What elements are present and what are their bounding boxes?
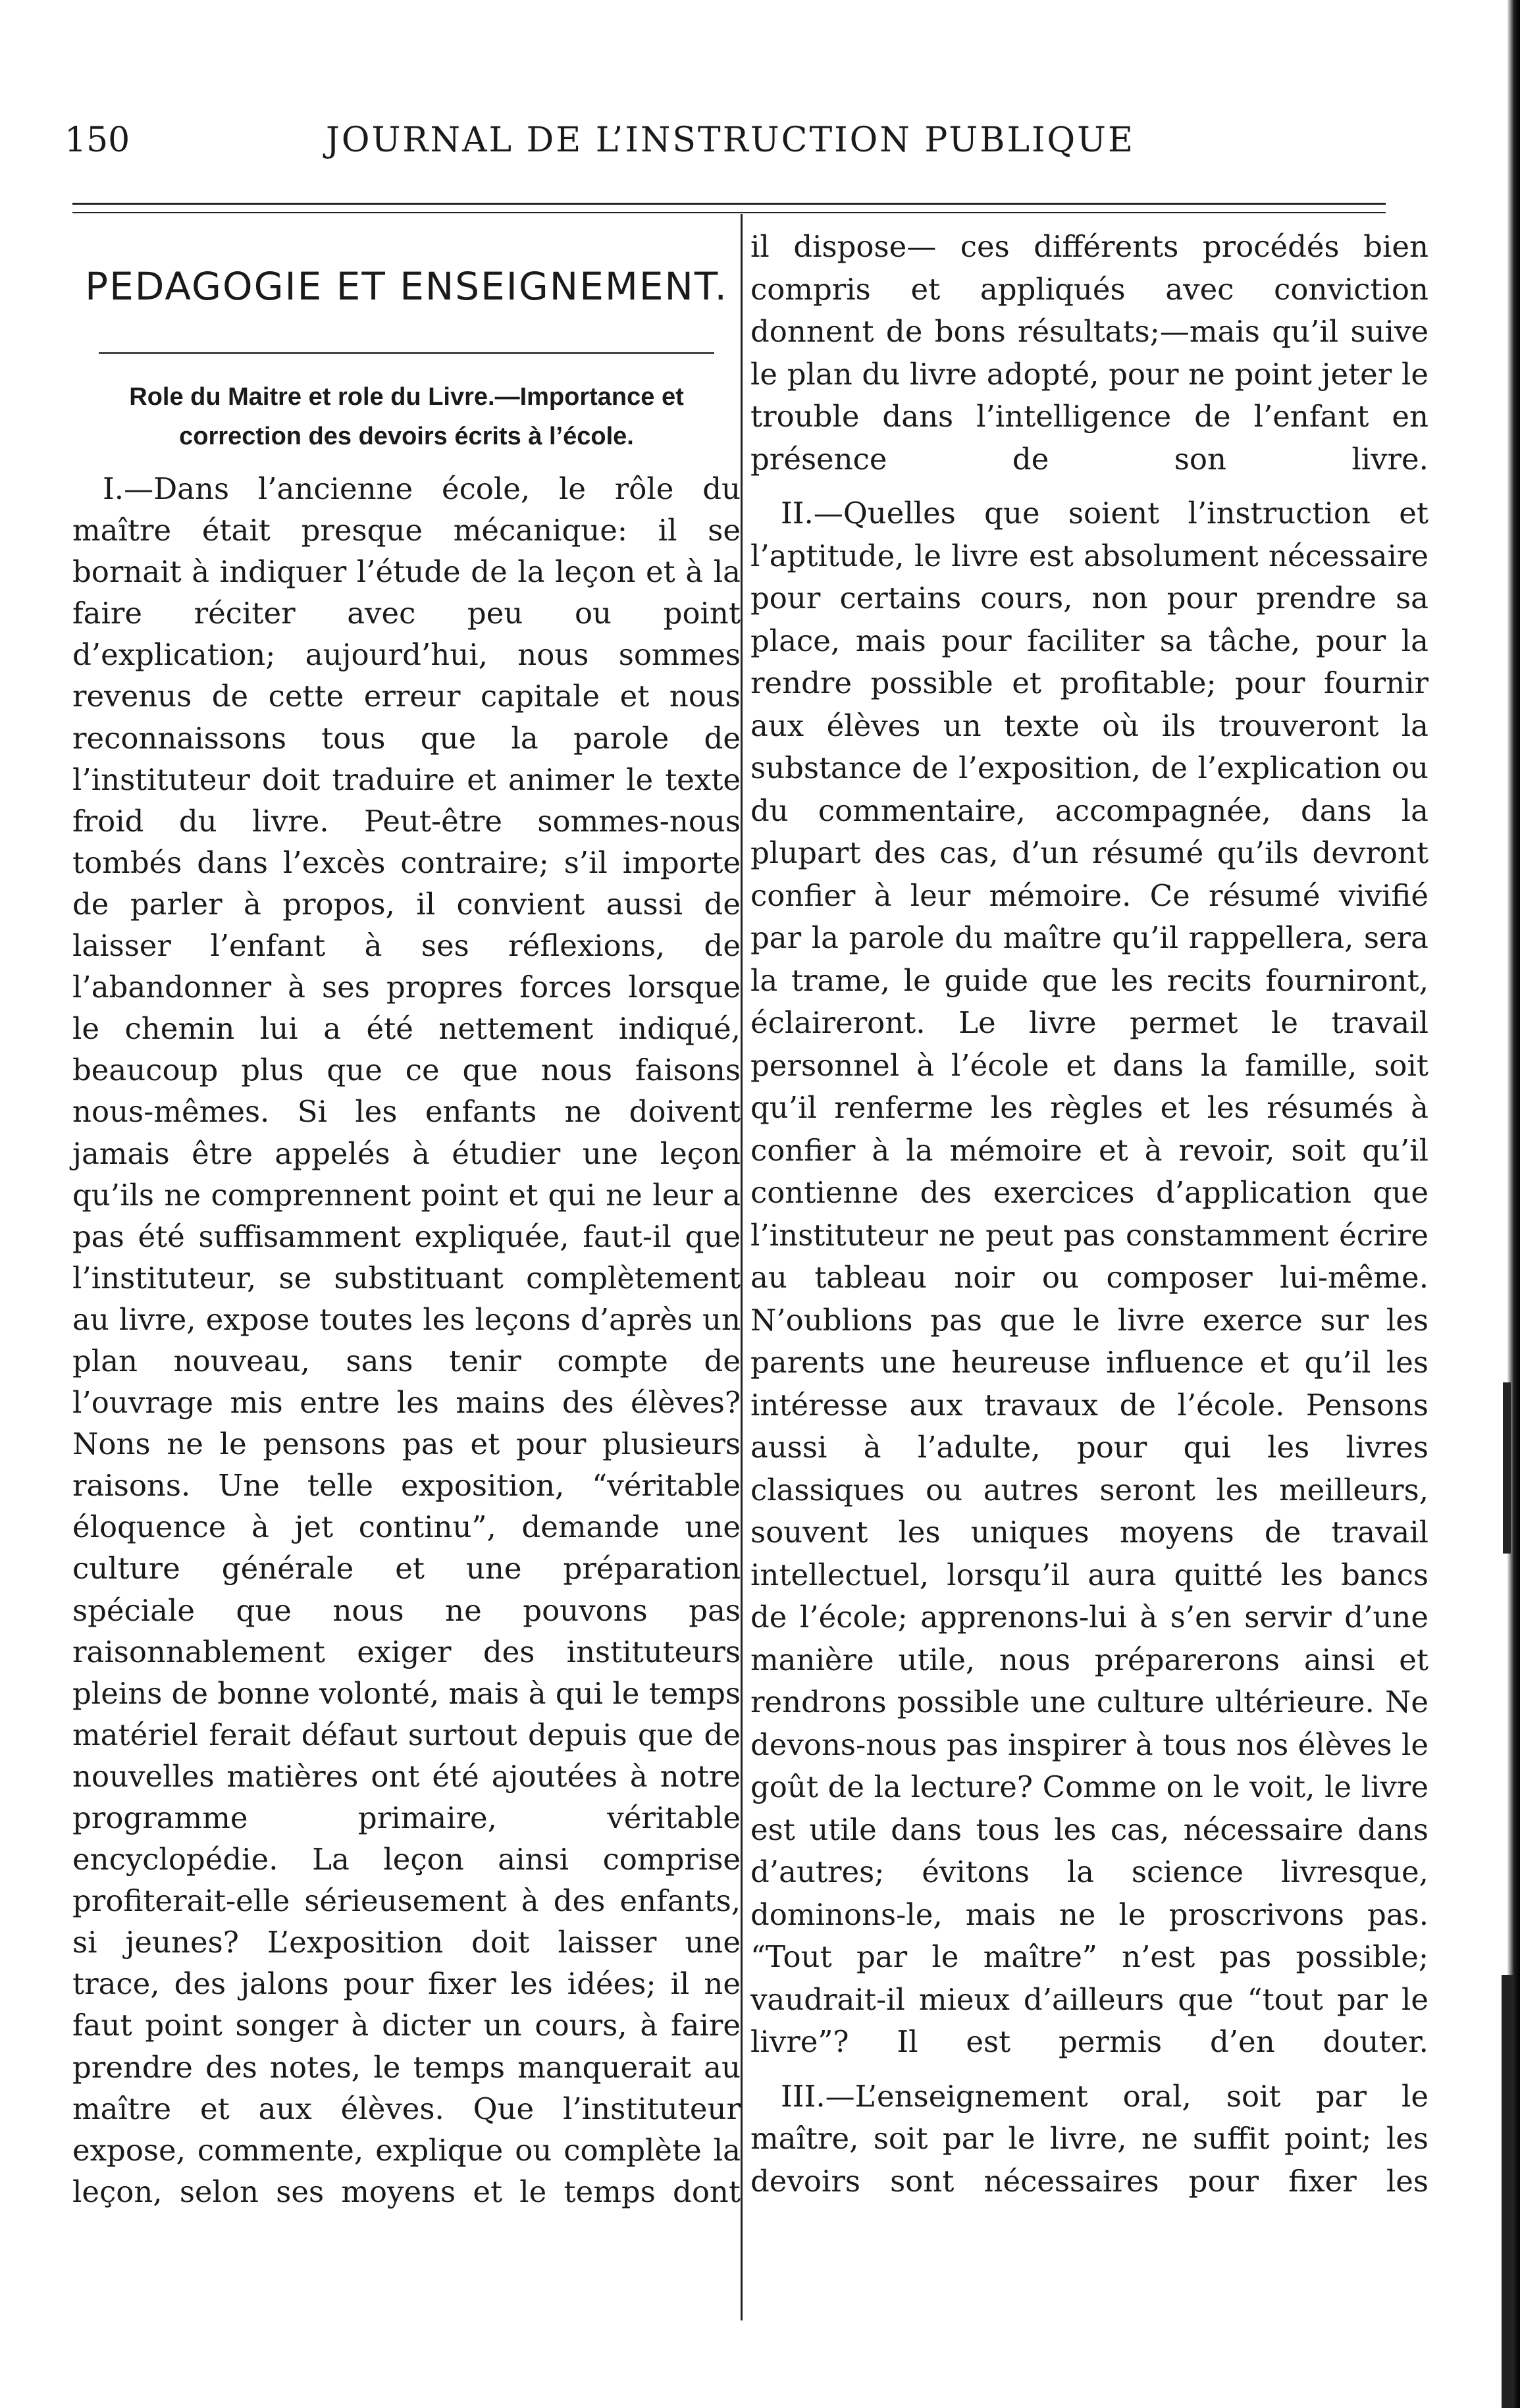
article-heading-line1: Role du Maitre et role du Livre.—Importance et [129,383,684,411]
right-column [750,226,1428,2203]
right-paragraph-1: il dispose— ces différents procédés bien compris et appliqués avec conviction donnent de bons résultats;—mais qu’il suive le plan du livre adopté, pour ne point jeter le trouble dans l’intelligence de l’enfant en présence de son livre. [750,229,1428,477]
article-heading [72,377,741,456]
left-column [72,237,741,2212]
right-paragraph-2: II.—Quelles que soient l’instruction et l’aptitude, le livre est absolument nécessaire pour certains cours, non pour prendre sa place, mais pour faciliter sa tâche, pour la rendre possible et profitable; pour fournir aux élèves un texte où ils trouveront la substance de l’exposition, de l’explication ou du commentaire, accompagnée, dans la plupart des cas, d’un résumé qu’ils devront confier à leur mémoire. Ce résumé vivifié par la parole du maître qu’il rappellera, sera la trame, le guide que les recits fourniront, éclaireront. Le livre permet le travail personnel à l’école et dans la famille, soit qu’il renferme les règles et les résumés à confier à la mémoire et à revoir, soit qu’il contienne des exercices d’application que l’instituteur ne peut pas constamment écrire au tableau noir ou composer lui-même. N’oublions pas que le livre exerce sur les parents une heureuse influence et qu’il les intéresse aux travaux de l’école. Pensons aussi à l’adulte, pour qui les livres classiques ou autres seront les meilleurs, souvent les uniques moyens de travail intellectuel, lorsqu’il aura quitté les bancs de l’école; apprenons-lui à s’en servir d’une manière utile, nous préparerons ainsi et rendrons possible une culture ultérieure. Ne devons-nous pas inspirer à tous nos élèves le goût de la lecture? Comme on le voit, le livre est utile dans tous les cas, nécessaire dans d’autres; évitons la science livresque, dominons-le, mais ne le proscrivons pas. “Tout par le maître” n’est pas possible; vaudrait-il mieux d’ailleurs que “tout par le livre”? Il est permis d’en douter. [750,496,1428,2059]
article-heading-line2: correction des devoirs écrits à l’école. [179,423,634,450]
header-rule-bottom [72,212,1386,213]
page-number: 150 [65,120,130,160]
header-rule-top [72,203,1386,205]
binding-mark-lower [1502,1975,1513,2408]
column-divider [741,214,743,2320]
right-paragraph-3: III.—L’enseignement oral, soit par le maître, soit par le livre, ne suffit point; les devoirs sont nécessaires pour fixer les [750,2078,1428,2199]
running-title: JOURNAL DE L’INSTRUCTION PUBLIQUE [326,120,1135,160]
section-title: PEDAGOGIE ET ENSEIGNEMENT. [85,264,728,309]
section-rule [99,352,714,354]
binding-mark [1503,1382,1511,1554]
left-paragraph-1: I.—Dans l’ancienne école, le rôle du maître était presque mécanique: il se bornait à indiquer l’étude de la leçon et à la faire réciter avec peu ou point d’explication; aujourd’hui, nous sommes revenus de cette erreur capitale et nous reconnaissons tous que la parole de l’instituteur doit traduire et animer le texte froid du livre. Peut-être sommes-nous tombés dans l’excès contraire; s’il importe de parler à propos, il convient aussi de laisser l’enfant à ses réflexions, de l’abandonner à ses propres forces lorsque le chemin lui a été nettement indiqué, beaucoup plus que ce que nous faisons nous-mêmes. Si les enfants ne doivent jamais être appelés à étudier une leçon qu’ils ne comprennent point et qui ne leur a pas été suffisamment expliquée, faut-il que l’instituteur, se substituant complètement au livre, expose toutes les leçons d’après un plan nouveau, sans tenir compte de l’ouvrage mis entre les mains des élèves? Nons ne le pensons pas et pour plusieurs raisons. Une telle exposition, “véritable éloquence à jet continu”, demande une culture générale et une préparation spéciale que nous ne pouvons pas raisonnablement exiger des instituteurs pleins de bonne volonté, mais à qui le temps matériel ferait défaut surtout depuis que de nouvelles matières ont été ajoutées à notre programme primaire, véritable encyclopédie. La leçon ainsi comprise profiterait-elle sérieusement à des enfants, si jeunes? L’exposition doit laisser une trace, des jalons pour fixer les idées; il ne faut point songer à dicter un cours, à faire prendre des notes, le temps manquerait au maître et aux élèves. Que l’instituteur expose, commente, explique ou complète la leçon, selon ses moyens et le temps dont [72,471,741,2209]
